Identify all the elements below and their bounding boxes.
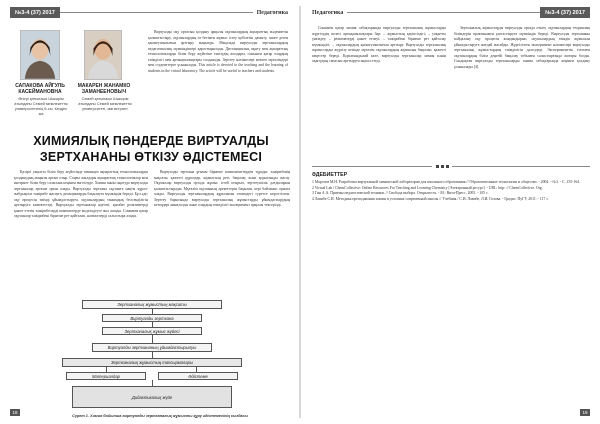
diagram-box-didactic: Дидактикалық жүйе [72,386,232,408]
author-info-1: Өнері қатынасы Шәкәрім атындағы Семей мемлекеттік университетінің 6-сы. Кездес жа [14,96,68,117]
diagram-connector [152,335,153,343]
diagram-box-materials: Материалдар [66,372,146,380]
title-line-1: ХИМИЯЛЫҚ ПӘНДЕРДЕ ВИРТУАЛДЫ [33,134,269,148]
diagram-box-goal: Зертханалық жұмыстың мақсаты [82,300,222,309]
diagram-box-organization: Виртуалды зертхананың ұйымдастырылуы [92,343,212,352]
ornament-square [436,165,439,168]
author-photo-1 [20,30,60,80]
diagram-box-method: Әдістеме [158,372,238,380]
ornament-square [441,165,444,168]
diagram-box-virtual-lab: Виртуалды зертхана [102,314,202,322]
portrait-image [21,31,59,79]
title-line-2: ЗЕРТХАНАНЫ ӨТКІЗУ ӘДІСТЕМЕСІ [39,149,263,164]
reference-item: 3 Гин А.А. Приемы педагогической техники. // Свобода выбора. Открытость. - М.: Вита-Пресс, 2005. - 105 с. [312,191,489,196]
separator-ornament [436,165,449,168]
reference-item: 4 Лавибе С.И. Методика преподавания химии в условиях современной школы // Учебник / С.И. Лавибе, Л.И. Голова. - Градис: ПуГУ, 2011. - 117 с. [312,197,550,202]
issue-tab: №3-4 (37) 2017 [10,7,60,18]
author-info-2: Семей қатынасы Шәкәрім атындағы Семей мемлекеттік университеті, магистрант [78,96,132,112]
reference-item: 1 Морозов М.Н. Разработка виртуальной химической лаборатории для школьного образования // Образовательные технологии и общество. - 2004. - №3. - С. 155-164. [312,180,581,184]
header-rule [347,12,540,13]
page-number-left: 18 [10,409,20,416]
figure-caption: Сурет 1. Химия бойынша виртуалды зертханалық жұмысты құру әдістемесінің сызбасы [72,414,248,418]
body-column-1 [14,170,148,296]
author-name-2: МАКАРЕН ЖАНАМКО ЗАМАНЕЕНОВЫЧ [77,83,131,95]
separator-rule-left [312,166,432,167]
ornament-square [446,165,449,168]
issue-tab: №3-4 (37) 2017 [540,7,590,18]
author-name-1: САПАКОВА АЙГУЛЬ КАСЕЙМАНОВНА [15,83,65,95]
abstract-column [148,30,288,130]
diagram-box-system: Зертханалық жұмыс жүйесі [102,327,202,335]
abstract-text: Виртуалды оқу ортасын қолдану арқылы оқушылардың ақпараттық мәдениетін қалыптастыру, оқушылардың өз бетімен жұмыс істеу қабілетін дамыту, пәнге деген қызығушылығын арттыру маңызды. Мақалада виртуалды зертханалардың педагогикалық мүмкіндіктері қарастырылады. Дистанциялық оқыту мен ақпараттық технологияларды білім беру жүйесіне енгізудің жолдары, сонымен қатар олардың тиімділігі мен артықшылықтары талданады. Зерттеу нәтижелері мектеп мұғалімдері мен студенттерге ұсынылады. This article is devoted to the teaching and the learning of students in the virtual laboratory. The article will be useful to teachers and students. [148,30,288,73]
body-text-2: Виртуалды зертхана ұғымы бірнеше компоненттерден тұрады: тәжірибенің мақсаты, қажетті құралдар, жұмыстың реті, бақылау және қорытынды жасау. Оқушылар виртуалды ортада жұмыс істей отырып, зерттеушілік дағдыларын қалыптастырады. Мұғалім оқушының әрекеттерін бақылап, кері байланыс орната алады. Виртуалды зертханалардың құрылымы төмендегі суретте көрсетілген. Зерттеу барысында виртуалды зертханалық жұмыстарды ұйымдастырудың кезеңдері анықталды және олардың тиімділігі эксперимент арқылы тексерілді. [154,170,290,207]
right-text-1: Сонымен қатар химия сабақтарында виртуалды зертханалық жұмыстарды жүргізудің келесі артықшылықтары бар: – жұмыстың қауіпсіздігі; – уақытты үнемдеу; – реактивтерді қажет етпеуі; – тәжірибені бірнеше рет қайталау мүмкіндігі; – оқушылардың қызығушылығын арттыру. Виртуалды зертханалық жұмыстарды жүргізу кезінде мұғалім оқушылардың жұмысын бақылап, қажетті кеңестер береді. Қорытындылай келе, виртуалды зертханалар химия пәнін оқытудың сапасын арттыруға ықпал етеді. [312,26,446,63]
section-title: Педагогика [256,9,288,16]
references-list [312,180,588,203]
author-photo-2 [84,30,122,80]
page-gutter [299,6,301,418]
right-text-2: Зертханалық жұмыстарды виртуалды ортада өткізу оқушылардың теориялық білімдерін практикамен ұштастыруға мүмкіндік береді. Виртуалды зертхананы пайдалану оқу процесін жандандырып, оқушылардың өзіндік жұмысын ұйымдастыруға жағдай жасайды. Жүргізілген эксперимент нәтижелері виртуалды зертханалық жұмыстардың тиімділігін дәлелдеді. Эксперименттік топтағы оқушылардың білім деңгейі бақылау тобымен салыстырғанда жоғары болды. Сондықтан виртуалды зертханаларды химия сабақтарында кеңінен қолдану ұсынылады [4]. [454,26,590,69]
diagram-box-tasks: Зертханалық жұмыстың тапсырмалары [62,358,242,367]
left-header [10,6,292,19]
article-title [6,134,296,165]
separator-rule-right [452,166,590,167]
right-column-1 [312,26,446,162]
section-title: Педагогика [312,9,344,16]
reference-item: 2 Virtual Lab / ChemCollective: Online Resources For Teaching and Learning Chemistry [Электронный ресурс]. - URL: http: // ChemCollective. Org. [312,185,543,190]
page-number-right: 19 [580,409,590,416]
portrait-image [85,31,121,79]
method-diagram [62,300,242,412]
right-header [308,6,590,19]
references-title: ӘДЕБИЕТТЕР [312,172,348,178]
right-column-2 [454,26,590,162]
header-rule [60,12,253,13]
body-column-2 [154,170,290,296]
body-text-1: Қазіргі уақытта білім беру жүйесінде заманауи ақпараттық технологияларды қолданудың маңызы артып отыр. Соңғы жылдары ақпараттық технологиялар мен интернет білім беру саласына кеңінен енгізілуде. Химия пәнін оқытуда виртуалды зертханалар ерекше орын алады. Виртуалды зертхана оқушыға нақты құрал-жабдықсыз тәжірибе жасауға, реакцияларды бақылауға мүмкіндік береді. Бұл әдіс оқу процесін тиімді ұйымдастыруға, оқушылардың танымдық белсенділігін арттыруға көмектеседі. Виртуалды зертханалар қауіпті, қымбат реактивтерді қажет ететін тәжірибелерді компьютерде модельдеуге жол ашады. Сонымен қатар оқушылар тәжірибені бірнеше рет қайталап, нәтижелерді салыстыра алады. [14,170,148,218]
